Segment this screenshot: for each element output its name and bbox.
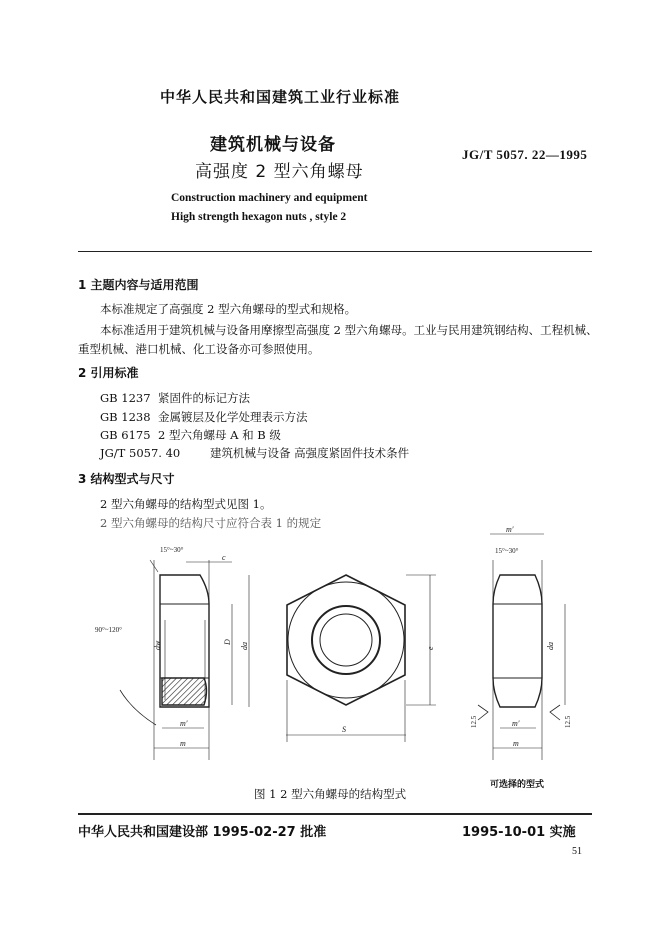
reference-title: 建筑机械与设备 高强度紧固件技术条件: [210, 446, 410, 460]
standard-title-line1: 建筑机械与设备: [210, 135, 336, 155]
side-view-left: [120, 560, 249, 760]
approval-line: 中华人民共和国建设部 1995-02-27 批准: [78, 825, 327, 840]
chamfer-label-c: c: [222, 553, 226, 562]
reference-title: 2 型六角螺母 A 和 B 级: [158, 428, 281, 442]
m-prime-label-optional-bottom: m′: [512, 719, 520, 728]
section-1-paragraph: 本标准规定了高强度 2 型六角螺母的型式和规格。: [100, 302, 357, 316]
D-label: D: [223, 639, 232, 645]
figure-caption: 图 1 2 型六角螺母的结构型式: [254, 787, 407, 801]
section-3-heading: 3 结构型式与尺寸: [78, 472, 175, 486]
implementation-date: 1995-10-01 实施: [462, 825, 576, 840]
section-3-paragraph: 2 型六角螺母的结构尺寸应符合表 1 的规定: [100, 516, 322, 530]
standard-code: JG/T 5057. 22—1995: [462, 147, 588, 162]
reference-number: GB 6175: [100, 428, 151, 442]
page-number: 51: [572, 846, 582, 857]
reference-number: GB 1237: [100, 391, 151, 405]
e-label: e: [426, 646, 435, 650]
reference-number: JG/T 5057. 40: [100, 446, 181, 460]
angle-label-left: 90°~120°: [95, 626, 122, 634]
m-prime-label: m′: [180, 719, 188, 728]
da-label: da: [240, 642, 249, 650]
reference-title: 紧固件的标记方法: [158, 391, 250, 405]
reference-number: GB 1238: [100, 410, 151, 424]
m-prime-label-optional: m′: [506, 525, 514, 534]
da-label-optional: da: [546, 642, 555, 650]
industry-standard-title: 中华人民共和国建筑工业行业标准: [160, 88, 401, 106]
english-title-line2: High strength hexagon nuts , style 2: [171, 211, 347, 223]
m-label: m: [180, 739, 186, 748]
section-3-paragraph: 2 型六角螺母的结构型式见图 1。: [100, 497, 272, 511]
section-1-paragraph: 本标准适用于建筑机械与设备用摩擦型高强度 2 型六角螺母。工业与民用建筑钢结构、工程机械、: [100, 323, 598, 337]
footer-divider: [78, 813, 592, 815]
section-1-paragraph: 重型机械、港口机械、化工设备亦可参照使用。: [78, 342, 320, 356]
roughness-label-left: 12.5: [470, 715, 478, 728]
angle-label-top-left: 15°~30°: [160, 546, 184, 554]
optional-form-label: 可选择的型式: [490, 780, 545, 790]
front-view: [286, 575, 436, 742]
standard-title-line2: 高强度 2 型六角螺母: [195, 162, 364, 182]
roughness-label-right: 12.5: [564, 715, 572, 728]
s-label: S: [342, 725, 346, 734]
english-title-line1: Construction machinery and equipment: [171, 192, 368, 204]
reference-title: 金属镀层及化学处理表示方法: [158, 410, 308, 424]
dw-label: dw: [153, 640, 162, 650]
m-label-optional: m: [513, 739, 519, 748]
section-1-heading: 1 主题内容与适用范围: [78, 278, 199, 292]
angle-label-top-right: 15°~30°: [495, 547, 519, 555]
section-2-heading: 2 引用标准: [78, 366, 139, 380]
